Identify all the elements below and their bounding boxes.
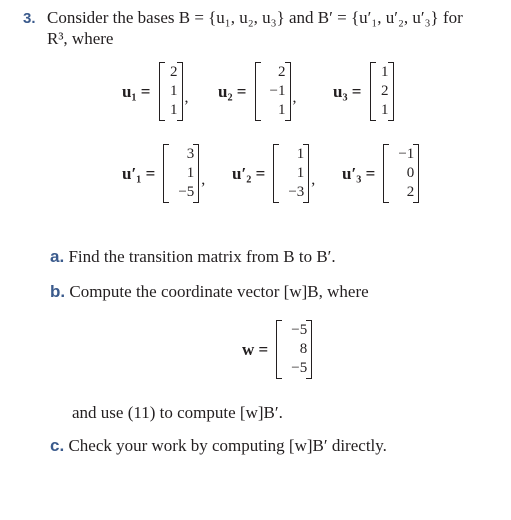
matrix-cell: 2 [406,184,415,200]
vector-u3-label: u₃ = [333,81,362,101]
matrix-cell: 1 [296,165,305,181]
matrix-cell: 1 [278,102,286,118]
vector-u3-matrix [370,62,394,121]
part-b-continuation: and use (11) to compute [w]B′. [72,403,283,422]
matrix-cell: −1 [269,83,286,99]
part-b-text: Compute the coordinate vector [w]B, where [69,282,369,301]
part-c [50,436,387,456]
vector-u3-prime-label: u′₃ = [342,163,376,183]
part-b [50,282,369,302]
vector-w-matrix [276,320,312,379]
vector-u2-prime-label: u′₂ = [232,163,266,183]
vector-w-label: w = [242,339,269,359]
vector-u1-label: u₁ = [122,81,151,101]
matrix-cell: 1 [170,83,178,99]
matrix-cell: 1 [170,102,178,118]
matrix-cell: 8 [299,341,308,357]
problem-line-2: R³, where [47,29,114,48]
matrix-cell: −3 [288,184,305,200]
matrix-cell: 1 [381,64,389,80]
matrix-cell: 1 [186,165,195,181]
vector-u1: u₁ = 2 1 1 , [122,62,189,121]
vector-u3-prime-matrix [383,144,419,203]
vector-u1-prime-matrix [163,144,199,203]
vector-u1-prime: u′₁ = 3 1 −5 , [122,144,205,203]
vector-u1-prime-label: u′₁ = [122,163,156,183]
matrix-cell: 1 [381,102,389,118]
matrix-cell: 2 [381,83,389,99]
part-a-text: Find the transition matrix from B to B′. [68,247,336,266]
matrix-cell: −5 [178,184,195,200]
vector-u2-matrix [255,62,291,121]
vector-u2-prime-matrix [273,144,309,203]
matrix-cell: −1 [398,146,415,162]
part-a-label: a. [50,247,65,266]
vector-w [242,320,312,379]
matrix-cell: −5 [291,322,308,338]
matrix-cell: 3 [186,146,195,162]
matrix-cell: 1 [296,146,305,162]
vector-u3-prime [342,144,419,203]
vector-u3 [333,62,394,121]
part-c-text: Check your work by computing [w]B′ directly. [68,436,387,455]
problem-line-1: Consider the bases B = {u₁, u₂, u₃} and B′ = {u′₁, u′₂, u′₃} for [47,8,463,27]
matrix-cell: 2 [170,64,178,80]
matrix-cell: 2 [278,64,286,80]
part-a [50,247,336,267]
vector-u2-prime: u′₂ = 1 1 −3 , [232,144,315,203]
matrix-cell: 0 [406,165,415,181]
matrix-cell: −5 [291,360,308,376]
part-c-label: c. [50,436,65,455]
part-b-label: b. [50,282,66,301]
vector-u1-matrix [159,62,183,121]
vector-u2-label: u₂ = [218,81,247,101]
vector-u2: u₂ = 2 −1 1 , [218,62,297,121]
problem-number: 3. [23,10,36,27]
